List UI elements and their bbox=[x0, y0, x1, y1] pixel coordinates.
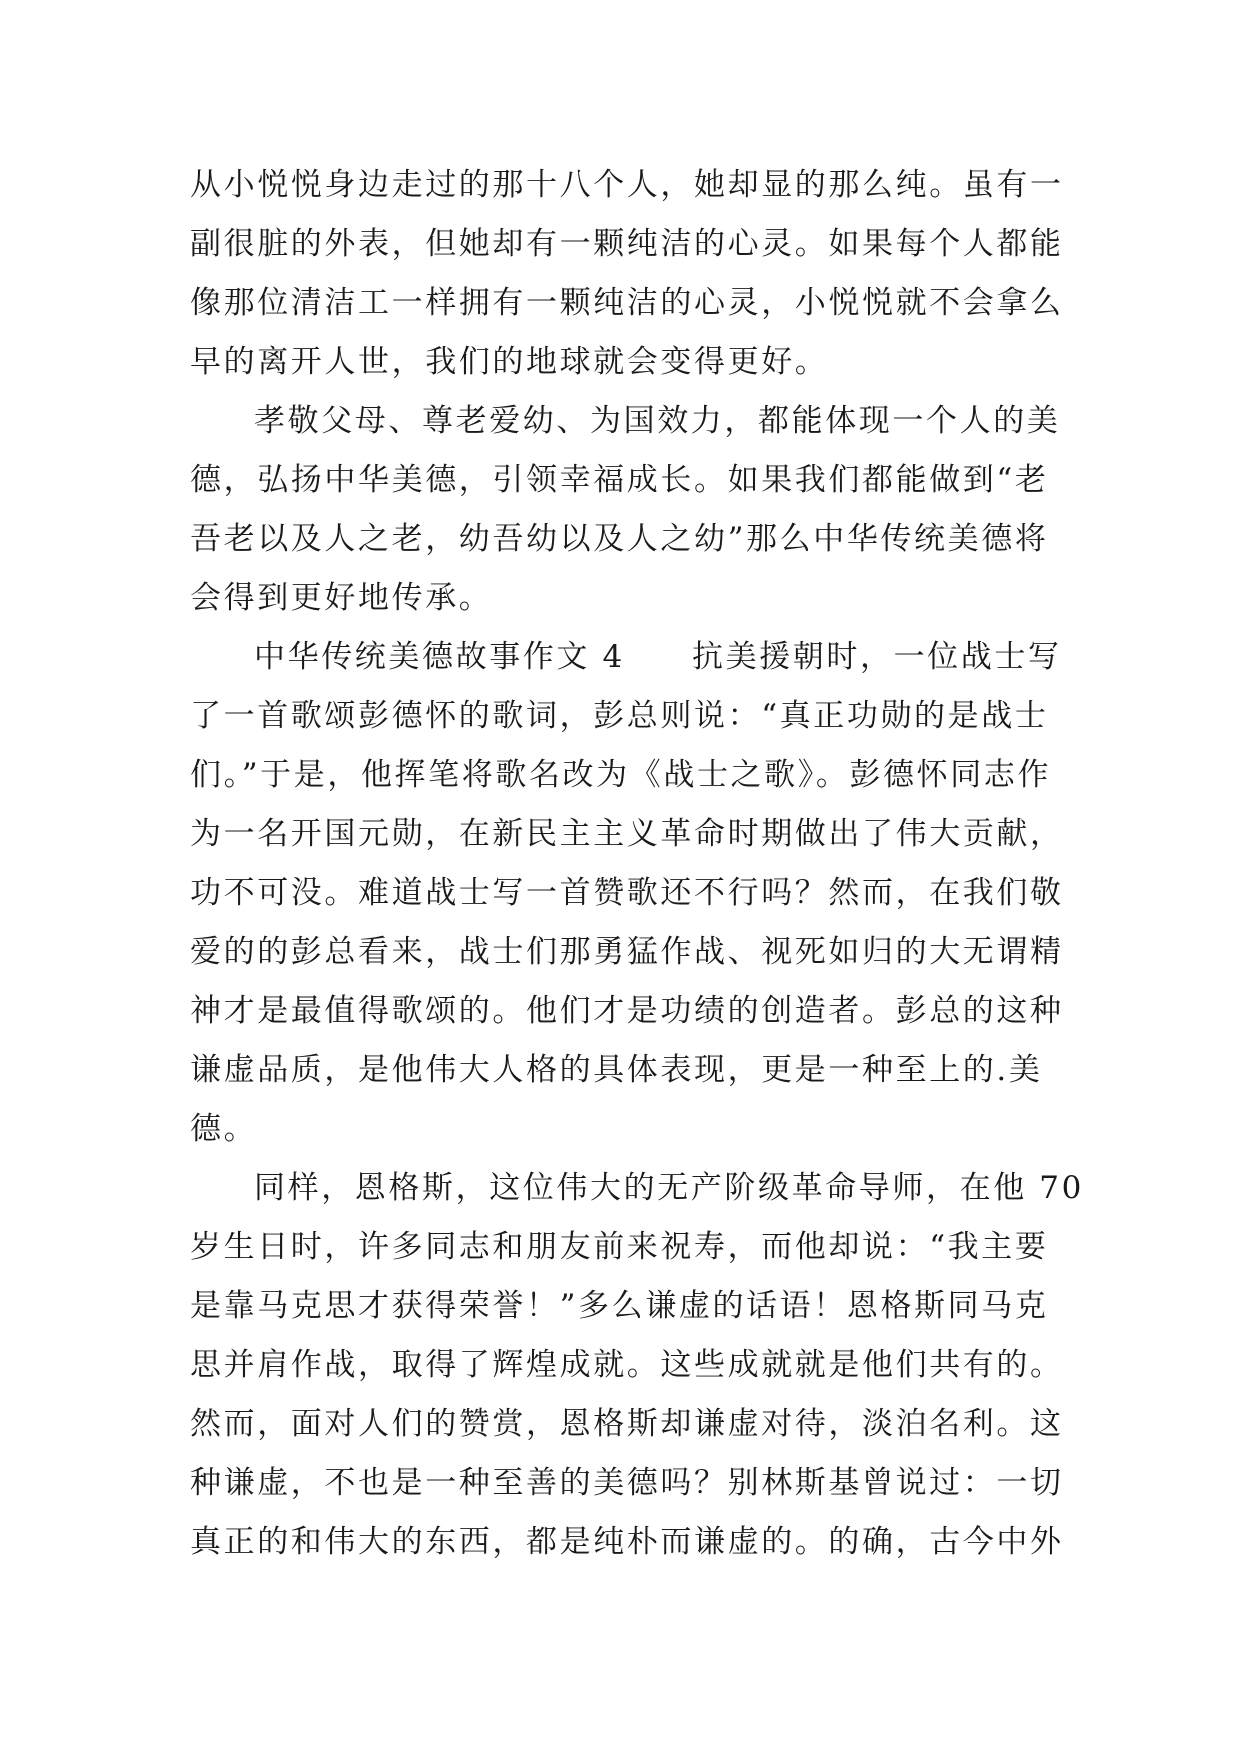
section-heading-line: 中华传统美德故事作文 4 抗美援朝时，一位战士写 bbox=[254, 639, 1062, 675]
text-line: 副很脏的外表，但她却有一颗纯洁的心灵。如果每个人都能 bbox=[190, 226, 1064, 262]
text-line: 种谦虚，不也是一种至善的美德吗？别林斯基曾说过：一切 bbox=[190, 1465, 1064, 1501]
text-line: 思并肩作战，取得了辉煌成就。这些成就就是他们共有的。 bbox=[190, 1347, 1064, 1383]
text-line: 功不可没。难道战士写一首赞歌还不行吗？然而，在我们敬 bbox=[190, 875, 1064, 911]
text-line: 早的离开人世，我们的地球就会变得更好。 bbox=[190, 344, 829, 380]
text-line: 德。 bbox=[190, 1111, 258, 1147]
text-line: 们。”于是，他挥笔将歌名改为《战士之歌》。彭德怀同志作 bbox=[190, 757, 1052, 793]
essay-body bbox=[190, 156, 1084, 1572]
text-line: 为一名开国元勋，在新民主主义革命时期做出了伟大贡献， bbox=[190, 816, 1064, 852]
text-line: 然而，面对人们的赞赏，恩格斯却谦虚对待，淡泊名利。这 bbox=[190, 1406, 1064, 1442]
text-line: 岁生日时，许多同志和朋友前来祝寿，而他却说：“我主要 bbox=[190, 1229, 1049, 1265]
paragraph-first-line: 同样，恩格斯，这位伟大的无产阶级革命导师，在他 70 bbox=[254, 1170, 1084, 1206]
text-line: 真正的和伟大的东西，都是纯朴而谦虚的。的确，古今中外 bbox=[190, 1524, 1064, 1560]
text-line: 谦虚品质，是他伟大人格的具体表现，更是一种至上的.美 bbox=[190, 1052, 1043, 1088]
paragraph-first-line: 孝敬父母、尊老爱幼、为国效力，都能体现一个人的美 bbox=[254, 403, 1061, 439]
text-line: 德，弘扬中华美德，引领幸福成长。如果我们都能做到“老 bbox=[190, 462, 1049, 498]
text-line: 是靠马克思才获得荣誉！”多么谦虚的话语！恩格斯同马克 bbox=[190, 1288, 1049, 1324]
text-line: 吾老以及人之老，幼吾幼以及人之幼”那么中华传统美德将 bbox=[190, 521, 1049, 557]
text-line: 像那位清洁工一样拥有一颗纯洁的心灵，小悦悦就不会拿么 bbox=[190, 285, 1064, 321]
text-line: 了一首歌颂彭德怀的歌词，彭总则说：“真正功勋的是战士 bbox=[190, 698, 1049, 734]
text-line: 神才是最值得歌颂的。他们才是功绩的创造者。彭总的这种 bbox=[190, 993, 1064, 1029]
text-line: 从小悦悦身边走过的那十八个人，她却显的那么纯。虽有一 bbox=[190, 167, 1064, 203]
text-line: 爱的的彭总看来，战士们那勇猛作战、视死如归的大无谓精 bbox=[190, 934, 1064, 970]
text-line: 会得到更好地传承。 bbox=[190, 580, 493, 616]
